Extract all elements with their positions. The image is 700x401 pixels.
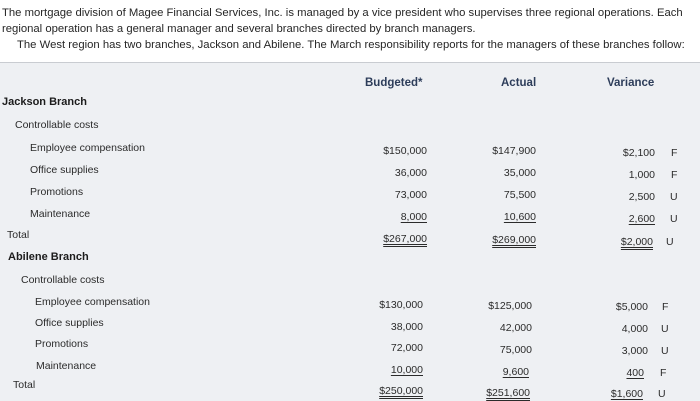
jackson-row-code: F — [671, 147, 678, 159]
jackson-row-budgeted: 73,000 — [394, 189, 427, 201]
abilene-row-label: Employee compensation — [35, 296, 150, 308]
jackson-row-label: Employee compensation — [30, 142, 145, 154]
abilene-row-label: Promotions — [35, 338, 89, 350]
abilene-total-variance: $1,600 — [610, 388, 643, 400]
abilene-controllable-costs: Controllable costs — [21, 274, 105, 286]
abilene-row-actual: 42,000 — [499, 322, 532, 334]
abilene-row-actual: 9,600 — [502, 366, 529, 378]
abilene-row-code: U — [661, 345, 669, 357]
intro-text — [2, 5, 698, 53]
jackson-row-code: F — [671, 169, 678, 181]
jackson-row-label: Office supplies — [30, 164, 99, 176]
abilene-row-actual: 75,000 — [499, 344, 532, 356]
jackson-total-budgeted: $267,000 — [383, 233, 427, 245]
abilene-row-variance: 4,000 — [621, 323, 648, 335]
jackson-total-actual: $269,000 — [492, 234, 536, 246]
abilene-total-actual: $251,600 — [486, 387, 530, 399]
header-actual: Actual — [501, 77, 537, 89]
jackson-row-actual: 75,500 — [503, 189, 536, 201]
responsibility-report — [0, 62, 700, 401]
jackson-row-variance: $2,100 — [622, 147, 655, 159]
jackson-total-label: Total — [7, 229, 30, 241]
jackson-row-budgeted: 36,000 — [394, 167, 427, 179]
abilene-row-variance: $5,000 — [615, 301, 648, 313]
abilene-total-label: Total — [13, 379, 36, 391]
header-variance: Variance — [607, 77, 655, 89]
abilene-row-actual: $125,000 — [488, 300, 532, 312]
abilene-row-code: U — [661, 323, 669, 335]
abilene-row-label: Office supplies — [35, 317, 104, 329]
jackson-row-code: U — [670, 213, 678, 225]
abilene-row-code: F — [662, 301, 669, 313]
abilene-row-budgeted: 38,000 — [390, 321, 423, 333]
intro-paragraph-1: The mortgage division of Magee Financial Services, Inc. is managed by a vice president who supervises three regional operations. Each regional operation has a general manager and several branches directed by branch managers. — [2, 7, 683, 35]
jackson-row-code: U — [670, 191, 678, 203]
jackson-row-label: Promotions — [30, 186, 84, 198]
jackson-row-actual: $147,900 — [492, 145, 536, 157]
abilene-row-budgeted: 72,000 — [390, 342, 423, 354]
abilene-row-variance: 3,000 — [621, 345, 648, 357]
jackson-row-actual: 35,000 — [503, 167, 536, 179]
jackson-total-code: U — [666, 236, 674, 248]
abilene-total-budgeted: $250,000 — [379, 385, 423, 397]
abilene-branch-title: Abilene Branch — [8, 251, 89, 263]
abilene-row-variance: 400 — [626, 367, 644, 379]
jackson-row-variance: 1,000 — [628, 169, 655, 181]
abilene-row-code: F — [660, 367, 667, 379]
abilene-total-code: U — [658, 388, 666, 400]
abilene-row-budgeted: 10,000 — [390, 364, 423, 376]
jackson-row-label: Maintenance — [30, 208, 91, 220]
jackson-total-variance: $2,000 — [620, 236, 653, 248]
intro-paragraph-2: The West region has two branches, Jackson and Abilene. The March responsibility reports for the managers of these branches follow: — [17, 39, 685, 51]
abilene-row-label: Maintenance — [36, 360, 97, 372]
jackson-row-budgeted: 8,000 — [400, 211, 427, 223]
jackson-controllable-costs: Controllable costs — [15, 119, 99, 131]
jackson-branch-title: Jackson Branch — [2, 96, 87, 108]
abilene-row-budgeted: $130,000 — [379, 299, 423, 311]
header-budgeted: Budgeted* — [365, 77, 423, 89]
jackson-row-budgeted: $150,000 — [383, 145, 427, 157]
jackson-row-variance: 2,600 — [628, 213, 655, 225]
jackson-row-variance: 2,500 — [628, 191, 655, 203]
jackson-row-actual: 10,600 — [503, 211, 536, 223]
